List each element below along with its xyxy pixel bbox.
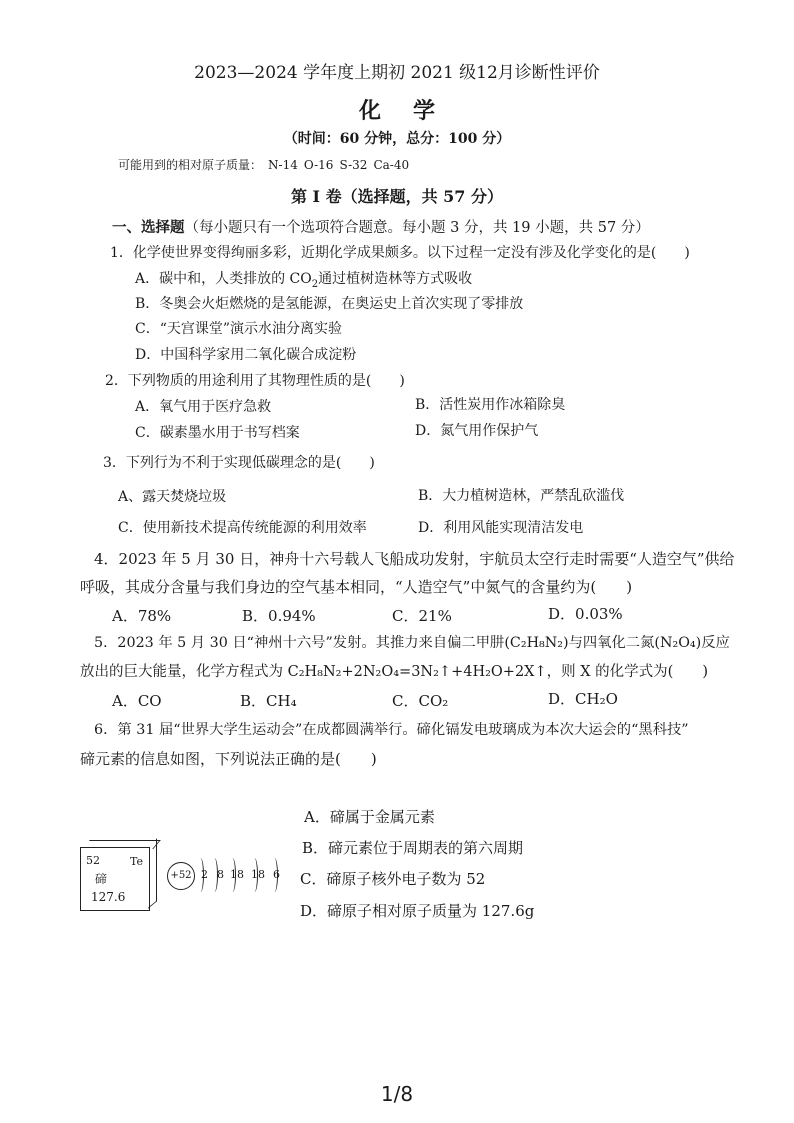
question-4-stem-line2: 呼吸，其成分含量与我们身边的空气基本相同，“人造空气”中氮气的含量约为( ): [80, 578, 633, 596]
mass-s: S-32: [339, 158, 368, 172]
question-6-option-d: D．碲原子相对原子质量为 127.6g: [300, 902, 535, 920]
question-4-option-a: A．78%: [112, 607, 172, 625]
mass-o: O-16: [303, 158, 334, 172]
element-mass: 127.6: [91, 890, 126, 904]
question-4-option-c: C．21%: [392, 607, 452, 625]
element-card: [80, 847, 150, 911]
question-5-stem-line2: 放出的巨大能量，化学方程式为 C₂H₈N₂+2N₂O₄=3N₂↑+4H₂O+2X↑，则 X 的化学式为( ): [80, 664, 708, 680]
section-title: 第 Ⅰ 卷（选择题，共 57 分）: [290, 187, 504, 206]
time-info: （时间：60 分钟，总分：100 分）: [283, 131, 511, 147]
question-3-stem: 3．下列行为不利于实现低碳理念的是( ): [103, 455, 375, 471]
question-6-option-b: B．碲元素位于周期表的第六周期: [302, 839, 524, 857]
question-1-option-d: D．中国科学家用二氧化碳合成淀粉: [135, 347, 357, 363]
question-1-option-b: B．冬奥会火炬燃烧的是氢能源，在奥运史上首次实现了零排放: [135, 296, 524, 312]
atomic-masses: [118, 156, 415, 173]
question-2-stem: 2．下列物质的用途利用了其物理性质的是( ): [105, 373, 405, 389]
question-4-option-b: B．0.94%: [242, 607, 316, 625]
atom-nucleus: +52: [167, 862, 195, 890]
question-1-option-c: C．“天宫课堂”演示水油分离实验: [135, 321, 343, 337]
element-atomic-number: 52: [86, 854, 100, 867]
question-6-stem-line1: 6．第 31 届“世界大学生运动会”在成都圆满举行。碲化镉发电玻璃成为本次大运会的“黑科技”: [94, 722, 689, 738]
question-1-stem: 1．化学使世界变得绚丽多彩，近期化学成果颇多。以下过程一定没有涉及化学变化的是( ): [110, 245, 690, 261]
question-3-option-a: A、露天焚烧垃圾: [118, 489, 227, 505]
shell-electrons-2: 8: [217, 868, 224, 881]
mass-n: N-14: [268, 158, 298, 172]
question-2-option-c: C．碳素墨水用于书写档案: [135, 425, 300, 441]
question-2-option-b: B．活性炭用作冰箱除臭: [415, 397, 566, 413]
question-5-option-a: A．CO: [112, 692, 162, 710]
mass-ca: Ca-40: [373, 158, 410, 172]
subject-title: 化学: [358, 98, 467, 124]
question-1-option-a: A．碳中和，人类排放的 $CO_2$通过植树造林等方式吸收: [135, 271, 473, 290]
question-5-option-c: C．CO₂: [392, 692, 449, 710]
question-5-option-b: B．CH₄: [240, 692, 297, 710]
question-3-option-c: C．使用新技术提高传统能源的利用效率: [118, 520, 367, 536]
question-6-option-c: C．碲原子核外电子数为 52: [300, 870, 486, 888]
question-5-option-d: D．CH₂O: [548, 690, 618, 708]
shell-electrons-4: 18: [251, 868, 265, 881]
question-6-stem-line2: 碲元素的信息如图，下列说法正确的是( ): [80, 750, 377, 768]
question-4-stem-line1: 4．2023 年 5 月 30 日，神舟十六号载人飞船成功发射，宇航员太空行走时需要“人造空气”供给: [94, 550, 735, 568]
part-heading: [112, 216, 650, 237]
question-6-option-a: A．碲属于金属元素: [304, 808, 435, 826]
shell-electrons-5: 6: [273, 868, 280, 881]
exam-title: 2023—2024 学年度上期初 2021 级12月诊断性评价: [194, 63, 600, 83]
shell-electrons-3: 18: [230, 868, 244, 881]
shell-electrons-1: 2: [201, 868, 208, 881]
element-name: 碲: [95, 872, 108, 886]
question-4-option-d: D．0.03%: [548, 605, 623, 623]
part-desc: （每小题只有一个选项符合题意。每小题 3 分，共 19 小题，共 57 分）: [184, 220, 650, 236]
element-symbol: Te: [130, 855, 143, 868]
atomic-masses-label: 可能用到的相对原子质量：: [118, 158, 263, 172]
page-number: 1/8: [380, 1082, 414, 1106]
question-3-option-d: D．利用风能实现清洁发电: [418, 520, 584, 536]
part-label: 一、选择题: [112, 219, 185, 236]
question-2-option-a: A．氧气用于医疗急救: [135, 399, 272, 415]
question-3-option-b: B．大力植树造林，严禁乱砍滥伐: [418, 488, 625, 504]
question-2-option-d: D．氮气用作保护气: [415, 423, 539, 439]
atomic-structure-diagram: [167, 858, 387, 898]
question-5-stem-line1: 5．2023 年 5 月 30 日“神州十六号”发射。其推力来自偏二甲肼(C₂H₈N₂)与四氧化二氮(N₂O₄)反应: [94, 635, 730, 651]
